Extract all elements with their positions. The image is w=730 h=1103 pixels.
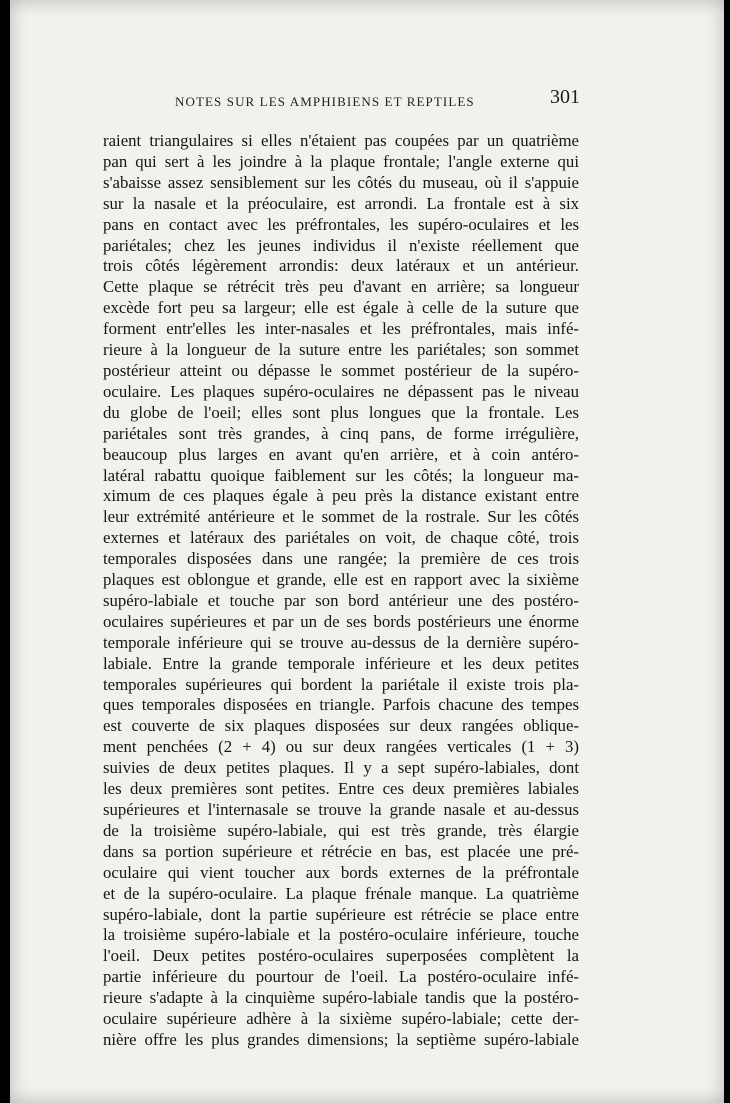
text-line: suivies de deux petites plaques. Il y a sept supéro-labiales, dont bbox=[103, 758, 579, 778]
body-text bbox=[103, 131, 579, 1051]
text-line: nière offre les plus grandes dimensions; la septième supéro-labiale bbox=[103, 1029, 579, 1049]
text-line: s'abaisse assez sensiblement sur les côtés du museau, où il s'appuie bbox=[103, 172, 579, 192]
text-line: leur extrémité antérieure et le sommet de la rostrale. Sur les côtés bbox=[103, 507, 579, 527]
text-line: pans en contact avec les préfrontales, les supéro-oculaires et les bbox=[103, 214, 579, 234]
text-line: forment entr'elles les inter-nasales et les préfrontales, mais infé- bbox=[103, 319, 579, 339]
page-number: 301 bbox=[550, 86, 580, 108]
text-line: la troisième supéro-labiale et la postéro-oculaire inférieure, touche bbox=[103, 925, 579, 945]
text-line: supéro-labiale et touche par son bord antérieur une des postéro- bbox=[103, 590, 579, 610]
text-line: excède fort peu sa largeur; elle est égale à celle de la suture que bbox=[103, 298, 579, 318]
text-line: pariétales sont très grandes, à cinq pans, de forme irrégulière, bbox=[103, 423, 579, 443]
text-line: latéral rabattu quoique faiblement sur les côtés; la longueur ma- bbox=[103, 465, 579, 485]
text-line: labiale. Entre la grande temporale inférieure et les deux petites bbox=[103, 653, 579, 673]
text-line: de la troisième supéro-labiale, qui est très grande, très élargie bbox=[103, 820, 579, 840]
text-line: temporales disposées dans une rangée; la première de ces trois bbox=[103, 549, 579, 569]
text-line: l'oeil. Deux petites postéro-oculaires superposées complètent la bbox=[103, 946, 579, 966]
text-line: externes et latéraux des pariétales on voit, de chaque côté, trois bbox=[103, 528, 579, 548]
text-line: ment penchées (2 + 4) ou sur deux rangées verticales (1 + 3) bbox=[103, 737, 579, 757]
text-line: temporale inférieure qui se trouve au-dessus de la dernière supéro- bbox=[103, 632, 579, 652]
text-line: oculaire qui vient toucher aux bords externes de la préfrontale bbox=[103, 862, 579, 882]
text-line: et de la supéro-oculaire. La plaque frénale manque. La quatrième bbox=[103, 883, 579, 903]
text-line: ques temporales disposées en triangle. Parfois chacune des tempes bbox=[103, 695, 579, 715]
page-header bbox=[10, 86, 724, 116]
text-line: rieure s'adapte à la cinquième supéro-labiale tandis que la postéro- bbox=[103, 988, 579, 1008]
text-line: pariétales; chez les jeunes individus il n'existe réellement que bbox=[103, 235, 579, 255]
book-page bbox=[10, 0, 724, 1103]
text-line: les deux premières sont petites. Entre ces deux premières labiales bbox=[103, 779, 579, 799]
text-line: oculaires supérieures et par un de ses bords postérieurs une énorme bbox=[103, 611, 579, 631]
text-line: rieure à la longueur de la suture entre les pariétales; son sommet bbox=[103, 340, 579, 360]
text-line: dans sa portion supérieure et rétrécie en bas, est placée une pré- bbox=[103, 841, 579, 861]
text-line: oculaire. Les plaques supéro-oculaires ne dépassent pas le niveau bbox=[103, 381, 579, 401]
text-line: oculaire supérieure adhère à la sixième supéro-labiale; cette der- bbox=[103, 1009, 579, 1029]
text-line: Cette plaque se rétrécit très peu d'avant en arrière; sa longueur bbox=[103, 277, 579, 297]
text-line: trois côtés légèrement arrondis: deux latéraux et un antérieur. bbox=[103, 256, 579, 276]
text-line: sur la nasale et la préoculaire, est arrondi. La frontale est à six bbox=[103, 193, 579, 213]
text-line: postérieur atteint ou dépasse le sommet postérieur de la supéro- bbox=[103, 360, 579, 380]
text-line: supérieures et l'internasale se trouve la grande nasale et au-dessus bbox=[103, 800, 579, 819]
text-line: supéro-labiale, dont la partie supérieure est rétrécie se place entre bbox=[103, 904, 579, 924]
text-line: du globe de l'oeil; elles sont plus longues que la frontale. Les bbox=[103, 402, 579, 422]
text-line: raient triangulaires si elles n'étaient pas coupées par un quatrième bbox=[103, 131, 579, 150]
text-line: ximum de ces plaques égale à peu près la distance existant entre bbox=[103, 486, 579, 506]
text-line: temporales supérieures qui bordent la pariétale il existe trois pla- bbox=[103, 674, 579, 694]
text-line: beaucoup plus larges en avant qu'en arrière, et à coin antéro- bbox=[103, 444, 579, 464]
text-line: pan qui sert à les joindre à la plaque frontale; l'angle externe qui bbox=[103, 151, 579, 171]
text-line: plaques est oblongue et grande, elle est en rapport avec la sixième bbox=[103, 570, 579, 590]
text-line: partie inférieure du pourtour de l'oeil. La postéro-oculaire infé- bbox=[103, 967, 579, 987]
running-title: NOTES SUR LES AMPHIBIENS ET REPTILES bbox=[175, 94, 475, 109]
text-line: est couverte de six plaques disposées sur deux rangées oblique- bbox=[103, 716, 579, 736]
